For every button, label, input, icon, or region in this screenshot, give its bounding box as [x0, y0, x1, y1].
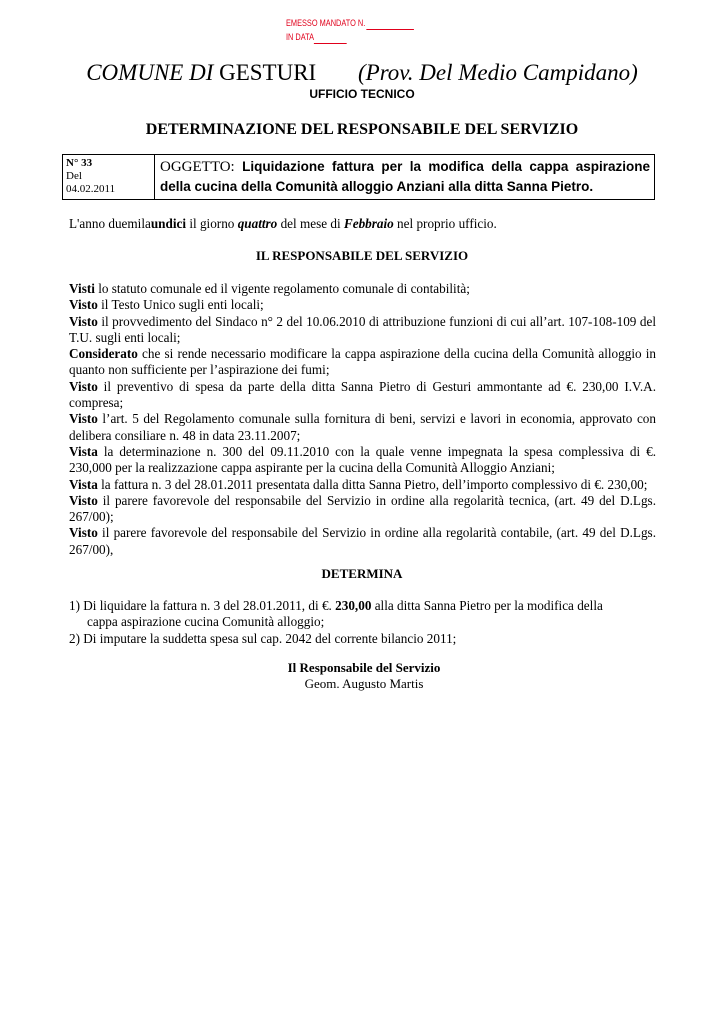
reference-box [62, 154, 655, 200]
subject-cell [155, 155, 654, 199]
comune-name: GESTURI [219, 60, 317, 85]
consideration-text: la fattura n. 3 del 28.01.2011 presentata dalla ditta Sanna Pietro, dell’importo complessivo di €. 230,00; [97, 476, 648, 492]
determination-number: N° 33 [66, 157, 93, 169]
consideration-item [69, 297, 656, 313]
consideration-item [69, 444, 656, 477]
intro-text-4: nel proprio ufficio. [393, 216, 497, 231]
determination-item-1-continuation: cappa aspirazione cucina Comunità alloggio; [87, 614, 325, 630]
consideration-lead: Vista [69, 443, 98, 459]
consideration-text: il preventivo di spesa da parte della ditta Sanna Pietro di Gesturi ammontante ad €. 230,00 I.V.A. compresa; [69, 378, 656, 411]
consideration-lead: Visti [69, 281, 95, 296]
determination-item-1 [69, 598, 656, 614]
intro-text-3: del mese di [277, 216, 344, 231]
document-title: DETERMINAZIONE DEL RESPONSABILE DEL SERVIZIO [145, 121, 579, 138]
consideration-item [69, 314, 656, 347]
intro-day: quattro [237, 216, 278, 231]
consideration-item [69, 477, 656, 493]
consideration-text: lo statuto comunale ed il vigente regolamento comunale di contabilità; [94, 281, 470, 296]
responsible-heading: IL RESPONSABILE DEL SERVIZIO [255, 248, 469, 263]
determina-heading: DETERMINA [321, 566, 403, 581]
stamp-mandate-label: EMESSO MANDATO N. [286, 18, 366, 28]
intro-text-1: L'anno duemila [69, 216, 151, 231]
reference-number-cell [63, 155, 155, 199]
determination-item-2: 2) Di imputare la suddetta spesa sul cap. 2042 del corrente bilancio 2011; [69, 630, 457, 646]
consideration-lead: Considerato [69, 346, 138, 362]
subject-separator: : [230, 159, 243, 175]
consideration-lead: Visto [69, 313, 98, 329]
consideration-text: il parere favorevole del responsabile del Servizio in ordine alla regolarità tecnica, (art. 49 del D.Lgs. 267/00); [69, 492, 656, 525]
consideration-lead: Visto [69, 525, 98, 541]
determination-amount: 230,00 [335, 598, 372, 613]
consideration-text: che si rende necessario modificare la cappa aspirazione della cucina della Comunità alloggio in quanto non sufficiente per l’aspirazione dei fumi; [69, 346, 656, 378]
stamp-date-blank [314, 43, 347, 44]
consideration-text: l’art. 5 del Regolamento comunale sulla fornitura di beni, servizi e lavori in economia, approvato con delibera consiliare n. 48 in data 23.11.2007; [69, 411, 656, 443]
determination-item-1-text: 1) Di liquidare la fattura n. 3 del 28.01.2011, di €. [69, 598, 336, 613]
consideration-item [69, 281, 656, 297]
del-label: Del [66, 170, 82, 182]
stamp-date-label: IN DATA [286, 32, 315, 42]
consideration-item [69, 379, 656, 412]
intro-month: Febbraio [343, 216, 394, 231]
intro-paragraph [69, 216, 656, 232]
intro-text-2: il giorno [186, 216, 238, 231]
province-label: (Prov. Del Medio Campidano) [357, 60, 638, 85]
payment-stamp [286, 16, 414, 44]
consideration-text: il parere favorevole del responsabile del Servizio in ordine alla regolarità contabile, (art. 49 del D.Lgs. 267/00), [69, 525, 656, 557]
subject-label: OGGETTO [160, 159, 231, 175]
consideration-lead: Visto [69, 297, 98, 313]
determinations-list [69, 598, 656, 647]
consideration-lead: Visto [69, 378, 98, 394]
stamp-mandate-blank [366, 29, 414, 30]
municipality-heading [0, 58, 724, 88]
determination-item-1-text-cont: alla ditta Sanna Pietro per la modifica della [371, 598, 603, 613]
consideration-lead: Visto [69, 492, 98, 508]
considerations-block [69, 281, 656, 558]
consideration-lead: Vista [69, 476, 98, 492]
signature-role: Il Responsabile del Servizio [287, 660, 441, 675]
subject-text: Liquidazione fattura per la modifica della cappa aspirazione della cucina della Comunità alloggio Anziani alla ditta Sanna Pietro. [160, 159, 651, 194]
consideration-text: la determinazione n. 300 del 09.11.2010 con la quale venne impegnata la spesa complessiva di €. 230,000 per la realizzazione cappa aspirante per la cucina della Comunità Alloggio Anziani; [69, 443, 656, 476]
comune-label: COMUNE DI [86, 60, 214, 85]
consideration-item [69, 493, 656, 526]
consideration-text: il Testo Unico sugli enti locali; [97, 297, 264, 313]
consideration-item [69, 411, 656, 444]
consideration-item [69, 346, 656, 379]
consideration-item [69, 525, 656, 558]
consideration-lead: Visto [69, 411, 98, 427]
intro-year: undici [150, 216, 187, 231]
determination-date: 04.02.2011 [66, 183, 116, 195]
signature-name: Geom. Augusto Martis [304, 676, 424, 691]
consideration-text: il provvedimento del Sindaco n° 2 del 10.06.2010 di attribuzione funzioni di cui all’art. 107-108-109 del T.U. sugli enti locali; [69, 313, 656, 345]
office-name: UFFICIO TECNICO [309, 87, 415, 101]
